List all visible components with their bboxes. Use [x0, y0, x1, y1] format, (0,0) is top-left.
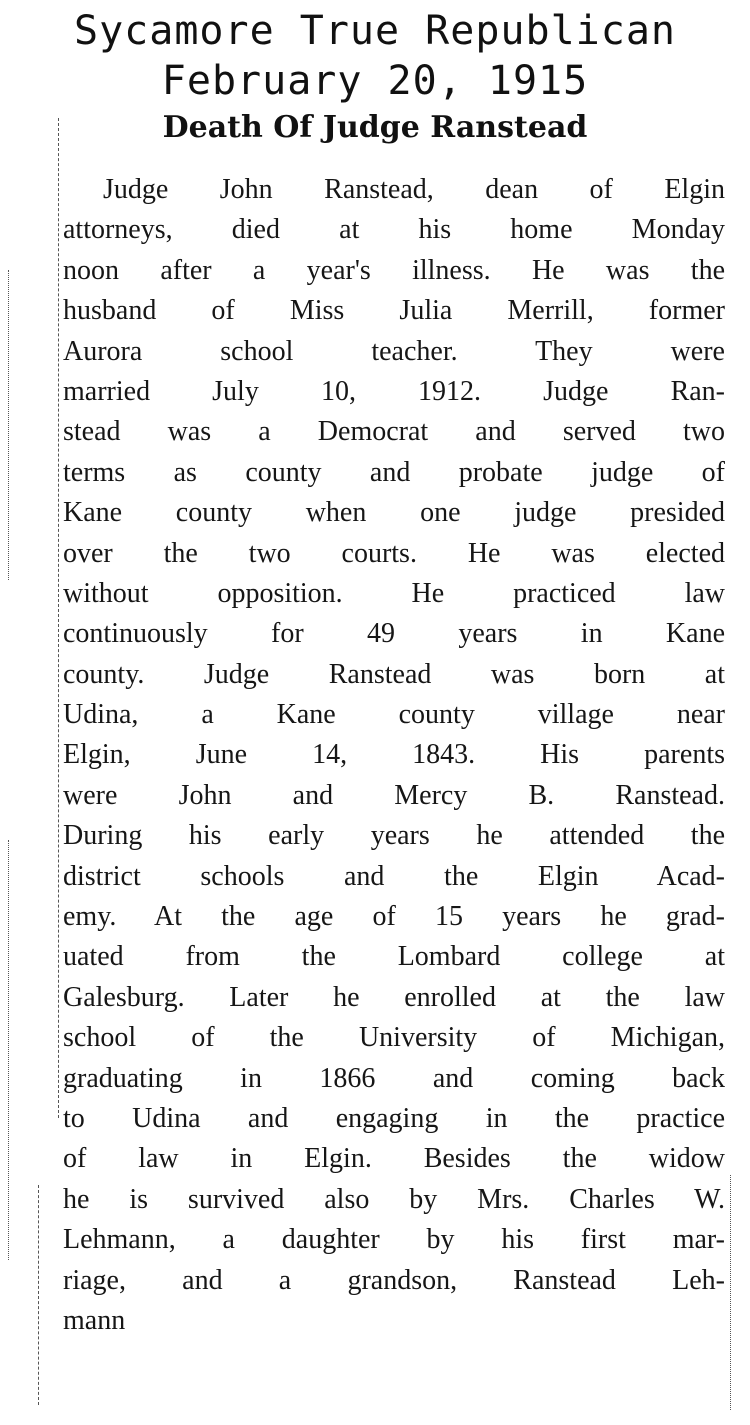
publication-date: February 20, 1915: [161, 58, 589, 104]
column-rule-left: [58, 118, 59, 1118]
article-headline: Death Of Judge Ranstead: [162, 110, 588, 145]
article-line: uated from the Lombard college at: [63, 941, 725, 973]
article-line: mann: [63, 1304, 126, 1336]
article-line: of law in Elgin. Besides the widow: [63, 1143, 725, 1175]
article-line: district schools and the Elgin Acad-: [63, 860, 725, 892]
article-line: terms as county and probate judge of: [63, 456, 725, 488]
article-line: During his early years he attended the: [63, 820, 725, 852]
article-line: Elgin, June 14, 1843. His parents: [63, 739, 725, 771]
article-line: without opposition. He practiced law: [63, 577, 725, 609]
column-rule-right: [730, 1175, 731, 1410]
article-line: graduating in 1866 and coming back: [63, 1062, 725, 1094]
article-line: husband of Miss Julia Merrill, former: [63, 295, 725, 327]
article-line: he is survived also by Mrs. Charles W.: [63, 1183, 725, 1215]
article-line: continuously for 49 years in Kane: [63, 618, 725, 650]
article-line: Kane county when one judge presided: [63, 497, 725, 529]
article-line: school of the University of Michigan,: [63, 1022, 725, 1054]
article-line: attorneys, died at his home Monday: [63, 214, 725, 246]
article-line: county. Judge Ranstead was born at: [63, 658, 725, 690]
article-line: noon after a year's illness. He was the: [63, 254, 725, 286]
article-line: stead was a Democrat and served two: [63, 416, 725, 448]
article-line: riage, and a grandson, Ranstead Leh-: [63, 1264, 725, 1296]
article-body: [63, 170, 725, 1341]
article-line: Aurora school teacher. They were: [63, 335, 725, 367]
margin-rule-lower: [38, 1185, 39, 1405]
article-line: to Udina and engaging in the practice: [63, 1102, 725, 1134]
margin-rule-upper: [8, 270, 9, 580]
article-line: Judge John Ranstead, dean of Elgin: [103, 174, 725, 205]
article-line: emy. At the age of 15 years he grad-: [63, 901, 725, 933]
article-line: Galesburg. Later he enrolled at the law: [63, 981, 725, 1013]
article-line: Udina, a Kane county village near: [63, 699, 725, 731]
article-line: married July 10, 1912. Judge Ran-: [63, 375, 725, 407]
article-line: over the two courts. He was elected: [63, 537, 725, 569]
article-line: Lehmann, a daughter by his first mar-: [63, 1224, 725, 1256]
article-line: were John and Mercy B. Ranstead.: [63, 779, 725, 811]
margin-rule-middle: [8, 840, 9, 1260]
newspaper-name: Sycamore True Republican: [74, 8, 676, 54]
